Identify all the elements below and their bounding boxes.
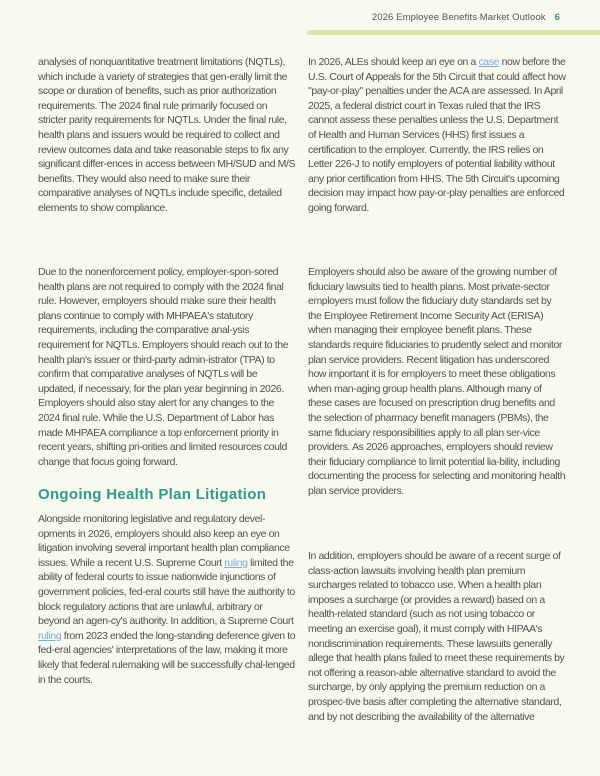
page-header — [372, 12, 560, 23]
paragraph-litigation-overview — [38, 512, 296, 687]
header-page-number: 6 — [554, 12, 560, 23]
paragraph-text: Alongside monitoring legislative and regulatory devel-opments in 2026, employers should also keep an eye on litigation involving several important health plan compliance issues. While a recent U.S. Supreme Court — [38, 513, 290, 569]
header-title: 2026 Employee Benefits Market Outlook — [371, 12, 546, 23]
paragraph-nonenforcement-policy: Due to the nonenforcement policy, employer-spon-sored health plans are not required to comply with the 2024 final rule. However, employers should make sure their health plans continue to comply with MHPAEA's statutory requirements, including the comparative anal-ysis requirement for NQTLs. Employers should reach out to the health plan's issuer or third-party admin-istrator (TPA) to confirm that comparative analyses of NQTLs will be updated, if necessary, for the plan year beginning in 2026. Employers should also stay alert for any changes to the 2024 final rule. While the U.S. Department of Labor has made MHPAEA compliance a top enforcement priority in recent years, shifting pri-orities and limited resources could change that focus going forward. — [38, 266, 289, 468]
paragraph-text: limited the ability of federal courts to issue nationwide injunctions of government policies, fed-eral courts still have the authority to block regulatory actions that are unlawful, arbitrary or beyond an agen-cy's authority. In addition, a Supreme Court — [38, 556, 295, 628]
paragraph-tobacco-surcharge-lawsuits: In addition, employers should be aware of a recent surge of class-action lawsuits involving health plan premium surcharges related to tobacco use. When a health plan imposes a surcharge (or provides a reward) based on a health-related standard (such as not using tobacco or meeting an exercise goal), it must comply with HIPAA's nondiscrimination requirements. These lawsuits generally allege that health plans failed to meet these requirements by not offering a reason-able alternative standard to avoid the surcharge, by only applying the premium reduction on a prospec-tive basis after completing the alternative standard, and by not describing the availability of the alternative — [308, 550, 565, 723]
paragraph-fiduciary-lawsuits: Employers should also be aware of the growing number of fiduciary lawsuits tied to health plans. Most private-sector employers must follow the fiduciary duty standards set by the Employee Retirement Income Security Act (ERISA) when managing their employee benefit plans. These standards require fiduciaries to prudently select and monitor plan service providers. Recent litigation has underscored how important it is for employers to meet these obligations when man-aging group health plans. Although many of these cases are focused on prescription drug benefits and the selection of pharmacy benefit managers (PBMs), the same fiduciary responsibilities apply to all plan ser-vice providers. As 2026 approaches, employers should review their fiduciary compliance to limit potential lia-bility, including documenting the process for selecting and monitoring health plan service providers. — [308, 266, 566, 497]
paragraph-text: from 2023 ended the long-standing deference given to fed-eral agencies' interpretations of the law, making it more likely that federal rulemaking will be successfully chal-lenged in the courts. — [38, 629, 296, 686]
paragraph-text: In 2026, ALEs should keep an eye on a — [308, 56, 479, 68]
paragraph-text: now before the U.S. Court of Appeals for the 5th Circuit that could affect how "pay-or-play" penalties under the ACA are assessed. In April 2025, a federal district court in Texas ruled that the IRS cannot assess these penalties unless the U.S. Department of Health and Human Services (HHS) first issues a certification to the employer. Currently, the IRS relies on Letter 226-J to notify employers of potential liability without any prior certification from HHS. The 5th Circuit's upcoming decision may impact how pay-or-play penalties are enforced going forward. — [308, 56, 566, 214]
header-rule — [307, 30, 600, 35]
paragraph-nqtl-analyses: analyses of nonquantitative treatment limitations (NQTLs), which include a variety of strategies that gen-erally limit the scope or duration of benefits, such as prior authorization requirements. The 2024 final rule primarily focused on stricter parity requirements for NQTLs. Under the final rule, health plans and issuers would be required to collect and review outcomes data and take reasonable steps to fix any significant differ-ences in access between MH/SUD and M/S benefits. They would also need to make sure their comparative analyses of NQTLs include specific, detailed elements to show compliance. — [38, 56, 296, 214]
fifth-circuit-case-link[interactable]: case — [478, 56, 500, 68]
supreme-court-2023-ruling-link[interactable]: ruling — [38, 629, 62, 642]
section-heading-ongoing-health-plan-litigation: Ongoing Health Plan Litigation — [38, 486, 267, 503]
supreme-court-ruling-link[interactable]: ruling — [224, 556, 248, 569]
paragraph-ale-pay-or-play — [308, 55, 566, 216]
